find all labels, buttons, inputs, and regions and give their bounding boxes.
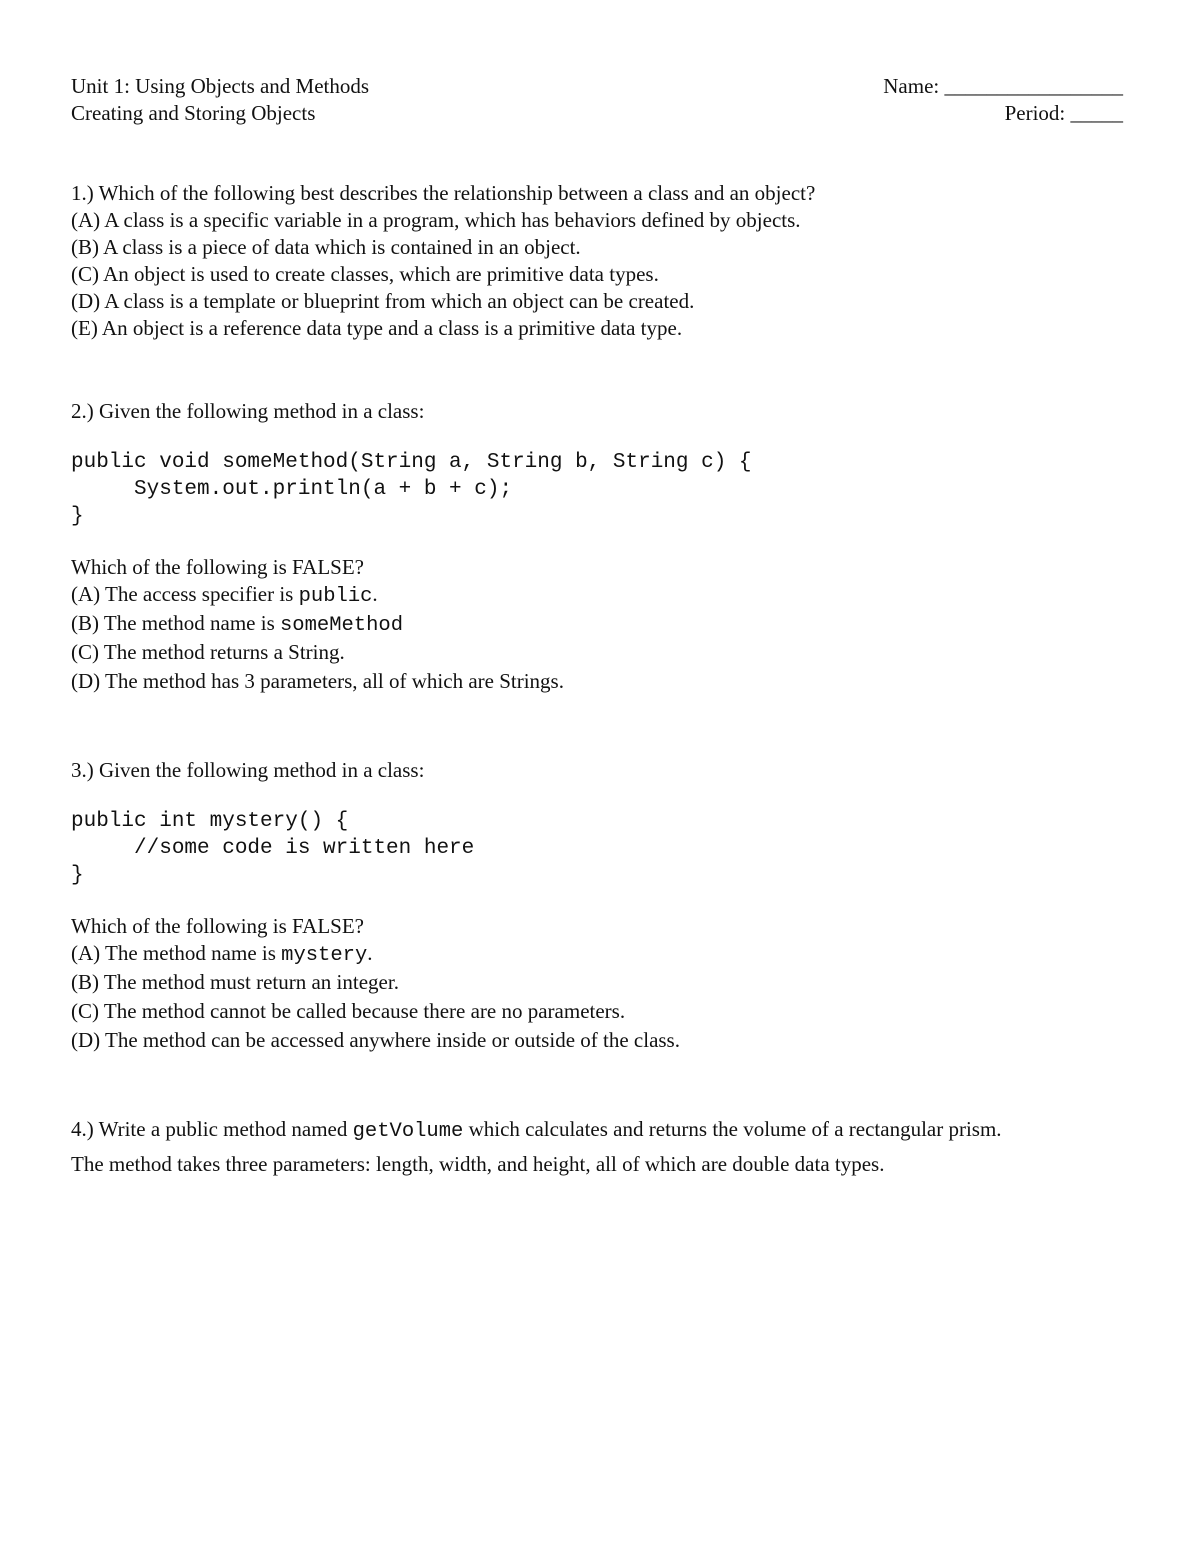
choice-code: someMethod	[280, 614, 404, 637]
question-1	[71, 180, 1123, 342]
choice-after: .	[367, 941, 373, 965]
question-3-choice-a	[71, 940, 1123, 969]
code-line: //some code is written here	[71, 837, 475, 860]
choice-text: (B) The method name is	[71, 611, 280, 635]
question-3-code	[71, 808, 1123, 889]
question-1-choice-b: (B) A class is a piece of data which is contained in an object.	[71, 235, 581, 259]
question-3-choice-b	[71, 969, 1123, 998]
q4-text-before: 4.) Write a public method named	[71, 1117, 353, 1141]
question-2-choices	[71, 554, 1123, 697]
question-1-choice-d: (D) A class is a template or blueprint from which an object can be created.	[71, 289, 695, 313]
period-field: Period: _____	[1004, 101, 1123, 125]
code-line: public int mystery() {	[71, 810, 349, 833]
worksheet-subtitle: Creating and Storing Objects	[71, 101, 316, 125]
question-3-choice-d	[71, 1027, 1123, 1056]
code-line: }	[71, 864, 84, 887]
question-3-choices	[71, 913, 1123, 1056]
code-line: }	[71, 505, 84, 528]
question-4-line-1	[71, 1113, 1123, 1148]
header-right	[883, 73, 1123, 127]
q4-text-after: which calculates and returns the volume of a rectangular prism.	[463, 1117, 1002, 1141]
choice-text: (D) The method has 3 parameters, all of which are Strings.	[71, 669, 564, 693]
name-field: Name: _________________	[883, 74, 1123, 98]
question-2-choice-b	[71, 610, 1123, 639]
question-2	[71, 398, 1123, 697]
question-2-choice-a	[71, 581, 1123, 610]
question-4	[71, 1113, 1123, 1180]
question-3-prompt: Which of the following is FALSE?	[71, 914, 364, 938]
question-2-choice-d	[71, 668, 1123, 697]
question-3	[71, 757, 1123, 1056]
question-1-choice-a: (A) A class is a specific variable in a program, which has behaviors defined by objects.	[71, 208, 801, 232]
choice-text: (A) The method name is	[71, 941, 282, 965]
question-1-choice-c: (C) An object is used to create classes, which are primitive data types.	[71, 262, 659, 286]
question-3-choice-c	[71, 998, 1123, 1027]
choice-text: (A) The access specifier is	[71, 582, 299, 606]
choice-text: (C) The method cannot be called because there are no parameters.	[71, 999, 626, 1023]
q4-method-name: getVolume	[352, 1120, 464, 1143]
question-4-line-2: The method takes three parameters: length, width, and height, all of which are double data types.	[71, 1152, 885, 1176]
header-left	[71, 73, 369, 127]
worksheet-page	[71, 73, 1123, 1176]
choice-text: (B) The method must return an integer.	[71, 970, 399, 994]
question-3-intro: 3.) Given the following method in a class:	[71, 758, 425, 782]
question-2-prompt: Which of the following is FALSE?	[71, 555, 364, 579]
choice-code: public	[298, 585, 373, 608]
choice-code: mystery	[281, 944, 368, 967]
question-2-code	[71, 449, 1123, 530]
question-1-text: 1.) Which of the following best describes the relationship between a class and an object?	[71, 181, 816, 205]
worksheet-header	[71, 73, 1123, 131]
code-line: public void someMethod(String a, String b, String c) {	[71, 451, 752, 474]
question-2-intro: 2.) Given the following method in a class:	[71, 399, 425, 423]
question-2-choice-c	[71, 639, 1123, 668]
unit-title: Unit 1: Using Objects and Methods	[71, 74, 370, 98]
question-1-choice-e: (E) An object is a reference data type and a class is a primitive data type.	[71, 316, 683, 340]
choice-text: (D) The method can be accessed anywhere inside or outside of the class.	[71, 1028, 680, 1052]
choice-after: .	[372, 582, 378, 606]
code-line: System.out.println(a + b + c);	[71, 478, 513, 501]
choice-text: (C) The method returns a String.	[71, 640, 345, 664]
